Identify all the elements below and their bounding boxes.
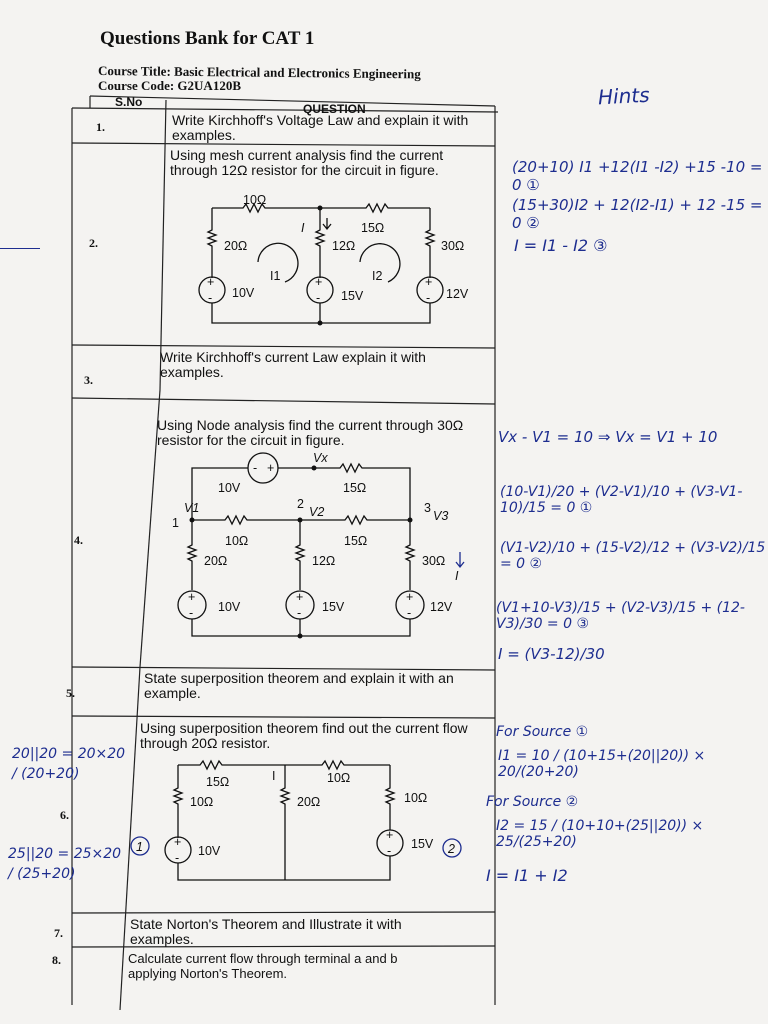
c4-node-3-voltage: V3	[433, 509, 449, 523]
c2-r-left: 20Ω	[224, 239, 248, 253]
svg-text:-: -	[426, 291, 431, 305]
c6-r-mid: 20Ω	[297, 795, 321, 809]
row-3-number: 3.	[84, 373, 93, 387]
question-1-text: Write Kirchhoff's Voltage Law and explain it with examples.	[172, 112, 469, 143]
svg-text:+: +	[188, 590, 196, 604]
course-code: Course Code: G2UA120B	[98, 78, 241, 93]
c6-source-2-mark: 2	[448, 842, 455, 856]
c4-v-top: 10V	[218, 481, 241, 495]
c4-r-right: 30Ω	[422, 554, 446, 568]
q6-hint-i1: I1 = 10 / (10+15+(20||20)) × 20/(20+20)	[498, 748, 706, 780]
c2-mesh-2: I2	[372, 269, 383, 283]
question-7-text: State Norton's Theorem and Illustrate it with examples.	[130, 916, 402, 947]
margin-calc-20-20: 20||20 = 20×20 / (20+20)	[12, 746, 126, 782]
q6-hint-source-2: For Source ②	[486, 794, 579, 810]
q6-hint-i2: I2 = 15 / (10+10+(25||20)) × 25/(25+20)	[496, 818, 704, 850]
q6-hint-source-1: For Source ①	[496, 724, 589, 740]
svg-text:+: +	[315, 275, 323, 289]
row-4-number: 4.	[74, 533, 83, 547]
c4-v-right: 12V	[430, 600, 453, 614]
margin-calc-25-20: 25||20 = 25×20 / (25+20)	[8, 846, 122, 882]
col-question-header: QUESTION	[303, 102, 366, 116]
svg-text:+: +	[406, 590, 414, 604]
c2-branch-current: I	[301, 221, 305, 235]
q6-hint-total: I = I1 + I2	[486, 866, 568, 885]
svg-text:+: +	[174, 835, 182, 849]
c4-node-2: 2	[297, 497, 304, 511]
hints-heading: Hints	[597, 82, 651, 110]
q4-hint-eq2: (V1-V2)/10 + (15-V2)/12 + (V3-V2)/15 = 0 ②	[500, 540, 766, 572]
c2-v-mid: 15V	[341, 289, 364, 303]
svg-text:-: -	[175, 851, 180, 865]
c6-v-right: 15V	[411, 837, 434, 851]
c4-r-top-right: 15Ω	[344, 534, 368, 548]
c4-vx: Vx	[313, 451, 328, 465]
row-1-number: 1.	[96, 120, 105, 134]
svg-text:-: -	[297, 606, 302, 620]
c4-i-label: I	[455, 569, 459, 583]
c4-node-1: 1	[172, 516, 179, 530]
c2-v-left: 10V	[232, 286, 255, 300]
q4-hint-vx: Vx - V1 = 10 ⇒ Vx = V1 + 10	[498, 428, 718, 446]
svg-text:+: +	[267, 461, 275, 475]
c6-r-top-right: 10Ω	[327, 771, 351, 785]
c6-v-left: 10V	[198, 844, 221, 858]
row-8-number: 8.	[52, 953, 61, 967]
q4-hint-current: I = (V3-12)/30	[498, 645, 605, 663]
row-6-number: 6.	[60, 808, 69, 822]
c2-mesh-1: I1	[270, 269, 281, 283]
c6-r-left: 10Ω	[190, 795, 214, 809]
c6-source-1-mark: 1	[136, 840, 143, 854]
c4-r-top: 15Ω	[343, 481, 367, 495]
c4-node-2-voltage: V2	[309, 505, 325, 519]
question-3-text: Write Kirchhoff's current Law explain it with examples.	[160, 349, 426, 380]
svg-text:+: +	[425, 275, 433, 289]
c4-v-left: 10V	[218, 600, 241, 614]
c4-v-mid: 15V	[322, 600, 345, 614]
row-5-number: 5.	[66, 686, 75, 700]
q4-hint-eq3: (V1+10-V3)/15 + (V2-V3)/15 + (12-V3)/30 = 0 ③	[496, 600, 745, 632]
c2-r-right: 30Ω	[441, 239, 465, 253]
q2-hint-eq1: (20+10) I1 +12(I1 -I2) +15 -10 = 0 ①	[512, 158, 763, 194]
svg-text:-: -	[387, 844, 392, 858]
q2-hint-eq2: (15+30)I2 + 12(I2-I1) + 12 -15 = 0 ②	[512, 196, 763, 232]
c4-r-left: 20Ω	[204, 554, 228, 568]
question-6-text: Using superposition theorem find out the current flow through 20Ω resistor.	[140, 720, 468, 751]
margin-dash	[0, 248, 40, 249]
c6-i-label: I	[272, 769, 276, 783]
c4-node-1-voltage: V1	[184, 501, 200, 515]
c2-v-right: 12V	[446, 287, 469, 301]
svg-text:-: -	[407, 606, 412, 620]
course-title: Course Title: Basic Electrical and Electronics Engineering	[97, 63, 421, 82]
svg-text:+: +	[207, 275, 215, 289]
svg-text:-: -	[253, 461, 258, 475]
svg-text:-: -	[189, 606, 194, 620]
svg-text:+: +	[386, 828, 394, 842]
c4-r-top-left: 10Ω	[225, 534, 249, 548]
q2-hint-eq3: I = I1 - I2 ③	[514, 236, 608, 255]
svg-text:+: +	[296, 590, 304, 604]
svg-text:-: -	[208, 291, 213, 305]
c2-r-top-left: 10Ω	[243, 193, 267, 207]
question-4-text: Using Node analysis find the current through 30Ω resistor for the circuit in figure.	[157, 417, 464, 448]
c6-r-right: 10Ω	[404, 791, 428, 805]
row-2-number: 2.	[89, 236, 98, 250]
c6-r-top-left: 15Ω	[206, 775, 230, 789]
q4-hint-eq1: (10-V1)/20 + (V2-V1)/10 + (V3-V1-10)/15 = 0 ①	[500, 484, 743, 516]
c2-r-mid: 12Ω	[332, 239, 356, 253]
question-5-text: State superposition theorem and explain it with an example.	[144, 670, 454, 701]
page-title: Questions Bank for CAT 1	[100, 28, 315, 49]
row-7-number: 7.	[54, 926, 63, 940]
col-sno-header: S.No	[115, 95, 143, 109]
c4-node-3: 3	[424, 501, 431, 515]
question-2-text: Using mesh current analysis find the current through 12Ω resistor for the circuit in figure.	[170, 147, 444, 178]
svg-text:-: -	[316, 291, 321, 305]
question-8-text: Calculate current flow through terminal a and b applying Norton's Theorem.	[128, 951, 398, 981]
c2-r-top-right: 15Ω	[361, 221, 385, 235]
c4-r-mid: 12Ω	[312, 554, 336, 568]
